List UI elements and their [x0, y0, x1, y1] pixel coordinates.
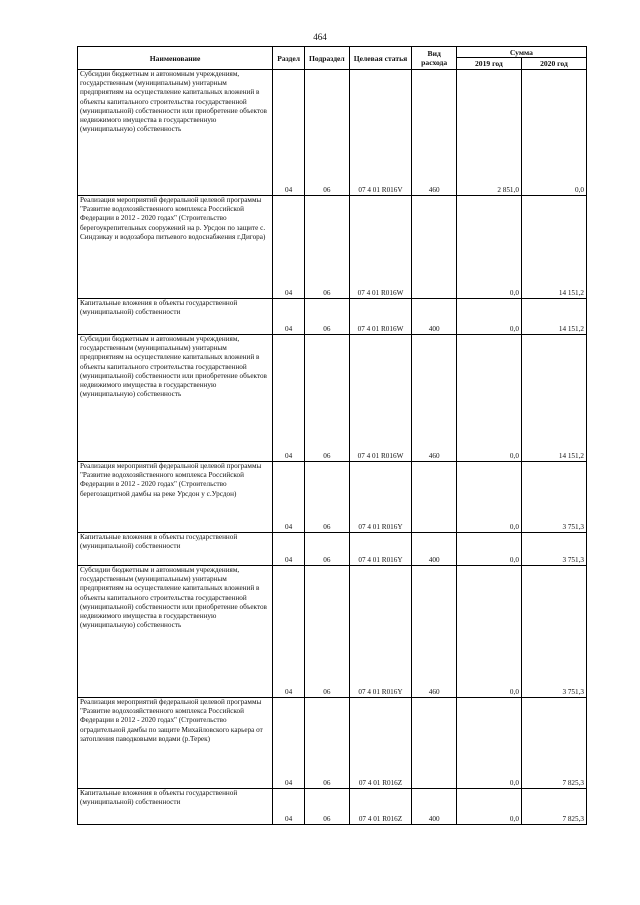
table-row — [78, 566, 587, 698]
table-row — [78, 533, 587, 566]
header-subsection: Подраздел — [305, 47, 349, 70]
row-2020-cell: 7 825,3 — [521, 789, 586, 825]
table-row — [78, 196, 587, 299]
row-type-cell — [412, 698, 456, 789]
row-section-cell: 04 — [273, 566, 305, 698]
header-2019: 2019 год — [456, 58, 521, 70]
row-target-cell: 07 4 01 R016W — [349, 335, 412, 462]
row-2019-cell: 0,0 — [456, 335, 521, 462]
row-name-cell: Реализация мероприятий федеральной целевой программы "Развитие водохозяйственного комплекса Российской Федерации в 2012 - 2020 годах" (Строительство оградительной дамбы по защите Михайловского карьера от затопления паводковыми водами (р.Терек) — [78, 698, 273, 789]
row-name-cell: Капитальные вложения в объекты государственной (муниципальной) собственности — [78, 789, 273, 825]
row-2020-cell: 3 751,3 — [521, 566, 586, 698]
header-type: Вид расхода — [412, 47, 456, 70]
table-row — [78, 789, 587, 825]
row-2020-cell: 3 751,3 — [521, 533, 586, 566]
row-subsection-cell: 06 — [305, 299, 349, 335]
row-2019-cell: 0,0 — [456, 698, 521, 789]
row-subsection-cell: 06 — [305, 698, 349, 789]
row-2020-cell: 3 751,3 — [521, 462, 586, 533]
row-type-cell: 400 — [412, 299, 456, 335]
row-section-cell: 04 — [273, 196, 305, 299]
row-2019-cell: 2 851,0 — [456, 70, 521, 196]
row-type-cell — [412, 196, 456, 299]
row-subsection-cell: 06 — [305, 789, 349, 825]
table-row — [78, 462, 587, 533]
header-section: Раздел — [273, 47, 305, 70]
row-type-cell: 400 — [412, 789, 456, 825]
row-target-cell: 07 4 01 R016Z — [349, 789, 412, 825]
row-target-cell: 07 4 01 R016Y — [349, 462, 412, 533]
row-section-cell: 04 — [273, 335, 305, 462]
row-subsection-cell: 06 — [305, 462, 349, 533]
budget-table — [77, 46, 587, 825]
row-target-cell: 07 4 01 R016V — [349, 70, 412, 196]
row-target-cell: 07 4 01 R016Y — [349, 566, 412, 698]
header-target: Целевая статья — [349, 47, 412, 70]
row-2019-cell: 0,0 — [456, 566, 521, 698]
row-type-cell: 460 — [412, 70, 456, 196]
row-section-cell: 04 — [273, 70, 305, 196]
table-row — [78, 698, 587, 789]
row-type-cell: 400 — [412, 533, 456, 566]
row-2020-cell: 14 151,2 — [521, 196, 586, 299]
row-name-cell: Субсидии бюджетным и автономным учреждениям, государственным (муниципальным) унитарным предприятиям на осуществление капитальных вложений в объекты капитального строительства государственной (муниципальной) собственности или приобретение объектов недвижимого имущества в государственную (муниципальную) собственность — [78, 335, 273, 462]
row-subsection-cell: 06 — [305, 70, 349, 196]
row-name-cell: Реализация мероприятий федеральной целевой программы "Развитие водохозяйственного комплекса Российской Федерации в 2012 - 2020 годах" (Строительство берегоукрепительных сооружений на р. Урсдон по защите с. Синдзикау и водозабора питьевого водоснабжения г.Дигора) — [78, 196, 273, 299]
row-subsection-cell: 06 — [305, 196, 349, 299]
row-name-cell: Субсидии бюджетным и автономным учреждениям, государственным (муниципальным) унитарным предприятиям на осуществление капитальных вложений в объекты капитального строительства государственной (муниципальной) собственности или приобретение объектов недвижимого имущества в государственную (муниципальную) собственность — [78, 566, 273, 698]
row-target-cell: 07 4 01 R016Z — [349, 698, 412, 789]
row-2019-cell: 0,0 — [456, 299, 521, 335]
row-2020-cell: 0,0 — [521, 70, 586, 196]
row-section-cell: 04 — [273, 698, 305, 789]
row-subsection-cell: 06 — [305, 566, 349, 698]
table-row — [78, 299, 587, 335]
row-2019-cell: 0,0 — [456, 789, 521, 825]
table-body — [78, 70, 587, 825]
row-2019-cell: 0,0 — [456, 462, 521, 533]
row-section-cell: 04 — [273, 533, 305, 566]
row-target-cell: 07 4 01 R016W — [349, 196, 412, 299]
page-number: 464 — [313, 32, 327, 42]
row-section-cell: 04 — [273, 462, 305, 533]
row-2019-cell: 0,0 — [456, 533, 521, 566]
header-2020: 2020 год — [521, 58, 586, 70]
row-subsection-cell: 06 — [305, 533, 349, 566]
row-type-cell — [412, 462, 456, 533]
row-subsection-cell: 06 — [305, 335, 349, 462]
row-name-cell: Капитальные вложения в объекты государственной (муниципальной) собственности — [78, 533, 273, 566]
row-name-cell: Капитальные вложения в объекты государственной (муниципальной) собственности — [78, 299, 273, 335]
row-2020-cell: 7 825,3 — [521, 698, 586, 789]
header-sum: Сумма — [456, 47, 586, 58]
row-type-cell: 460 — [412, 566, 456, 698]
row-target-cell: 07 4 01 R016W — [349, 299, 412, 335]
row-section-cell: 04 — [273, 299, 305, 335]
row-type-cell: 460 — [412, 335, 456, 462]
header-name: Наименование — [78, 47, 273, 70]
table-row — [78, 70, 587, 196]
row-2020-cell: 14 151,2 — [521, 335, 586, 462]
row-2019-cell: 0,0 — [456, 196, 521, 299]
row-target-cell: 07 4 01 R016Y — [349, 533, 412, 566]
row-name-cell: Реализация мероприятий федеральной целевой программы "Развитие водохозяйственного комплекса Российской Федерации в 2012 - 2020 годах" (Строительство берегозащитной дамбы на реке Урсдон у с.Урсдон) — [78, 462, 273, 533]
row-2020-cell: 14 151,2 — [521, 299, 586, 335]
table-row — [78, 335, 587, 462]
row-section-cell: 04 — [273, 789, 305, 825]
row-name-cell: Субсидии бюджетным и автономным учреждениям, государственным (муниципальным) унитарным предприятиям на осуществление капитальных вложений в объекты капитального строительства государственной (муниципальной) собственности или приобретение объектов недвижимого имущества в государственную (муниципальную) собственность — [78, 70, 273, 196]
